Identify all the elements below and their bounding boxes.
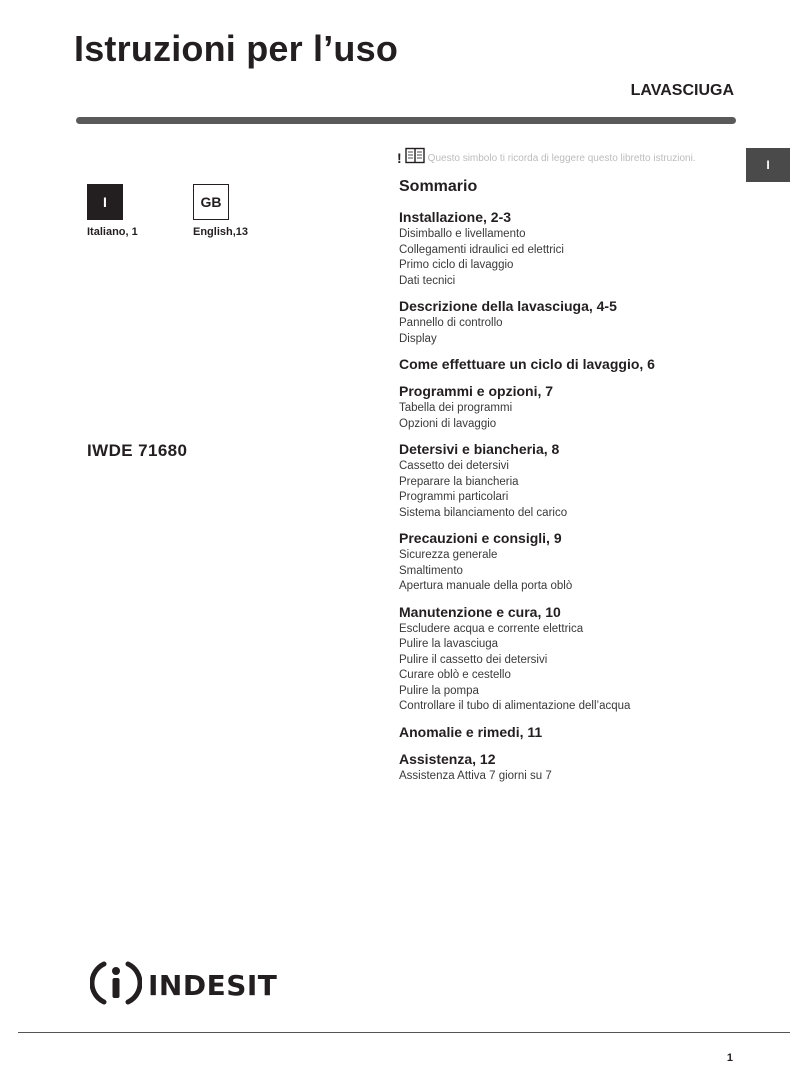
language-box-english[interactable]: GB — [193, 184, 229, 220]
toc-section — [399, 749, 729, 785]
toc-item[interactable]: Pulire la pompa — [399, 684, 479, 697]
footer-divider — [18, 1032, 790, 1033]
toc-item[interactable]: Smaltimento — [399, 564, 463, 577]
toc-section — [399, 528, 729, 595]
toc-item[interactable]: Controllare il tubo di alimentazione dell’acqua — [399, 700, 631, 712]
toc-item[interactable]: Preparare la biancheria — [399, 475, 519, 488]
toc-item[interactable]: Display — [399, 332, 437, 345]
page-number: 1 — [726, 1052, 733, 1064]
toc-item[interactable]: Curare oblò e cestello — [399, 669, 511, 681]
toc-item[interactable]: Cassetto dei detersivi — [399, 460, 509, 472]
indesit-wordmark: INDESIT — [148, 969, 278, 1002]
product-type: LAVASCIUGA — [630, 82, 734, 99]
toc-item-list — [399, 459, 729, 521]
toc-section-title[interactable]: Precauzioni e consigli, 9 — [399, 530, 562, 546]
toc-section — [399, 602, 729, 715]
toc-section-title[interactable]: Programmi e opzioni, 7 — [399, 383, 554, 399]
toc-section — [399, 381, 729, 432]
toc-item-list — [399, 548, 729, 595]
toc-item[interactable]: Sistema bilanciamento del carico — [399, 506, 568, 519]
toc-section — [399, 296, 729, 347]
toc-section — [399, 722, 729, 742]
language-side-tab: I — [746, 148, 790, 182]
notice-text: Questo simbolo ti ricorda di leggere questo libretto istruzioni. — [427, 152, 696, 164]
toc-item[interactable]: Assistenza Attiva 7 giorni su 7 — [399, 769, 552, 782]
language-label-english: English,13 — [193, 226, 249, 238]
toc-item[interactable]: Escludere acqua e corrente elettrica — [399, 622, 584, 635]
language-box-italian[interactable]: I — [87, 184, 123, 220]
toc-item[interactable]: Disimballo e livellamento — [399, 228, 526, 240]
toc-section-title[interactable]: Assistenza, 12 — [399, 750, 496, 767]
table-of-contents — [399, 207, 729, 791]
toc-item[interactable]: Tabella dei programmi — [399, 402, 513, 414]
toc-section-title[interactable]: Detersivi e biancheria, 8 — [399, 441, 560, 457]
toc-item[interactable]: Apertura manuale della porta oblò — [399, 580, 573, 592]
book-icon — [405, 147, 425, 169]
toc-item[interactable]: Pannello di controllo — [399, 317, 503, 329]
toc-section-title[interactable]: Installazione, 2-3 — [399, 209, 512, 225]
toc-heading: Sommario — [399, 178, 478, 195]
toc-section-title[interactable]: Descrizione della lavasciuga, 4-5 — [399, 298, 617, 314]
toc-section — [399, 207, 729, 289]
language-label-italian: Italiano, 1 — [87, 226, 138, 238]
header-divider — [76, 117, 736, 124]
toc-item[interactable]: Sicurezza generale — [399, 549, 498, 561]
toc-item-list — [399, 316, 729, 347]
read-manual-notice — [397, 147, 696, 169]
toc-item-list — [399, 401, 729, 432]
toc-item[interactable]: Programmi particolari — [399, 491, 509, 503]
warning-mark: ! — [397, 150, 402, 166]
toc-item[interactable]: Pulire il cassetto dei detersivi — [399, 653, 548, 666]
toc-section — [399, 439, 729, 521]
toc-item-list — [399, 622, 729, 715]
toc-item[interactable]: Primo ciclo di lavaggio — [399, 259, 514, 271]
toc-section-title[interactable]: Manutenzione e cura, 10 — [399, 603, 561, 620]
toc-section-title[interactable]: Anomalie e rimedi, 11 — [399, 723, 543, 740]
toc-section-title[interactable]: Come effettuare un ciclo di lavaggio, 6 — [399, 356, 655, 372]
toc-item-list — [399, 227, 729, 289]
toc-item[interactable]: Pulire la lavasciuga — [399, 638, 499, 650]
indesit-logo-icon — [90, 957, 142, 1014]
toc-item[interactable]: Collegamenti idraulici ed elettrici — [399, 243, 564, 256]
model-number: IWDE 71680 — [87, 441, 188, 460]
toc-item-list — [399, 769, 729, 785]
toc-item[interactable]: Opzioni di lavaggio — [399, 417, 497, 430]
document-title: Istruzioni per l’uso — [74, 28, 399, 69]
toc-item[interactable]: Dati tecnici — [399, 274, 456, 287]
indesit-logo — [90, 957, 277, 1014]
toc-section — [399, 354, 729, 374]
